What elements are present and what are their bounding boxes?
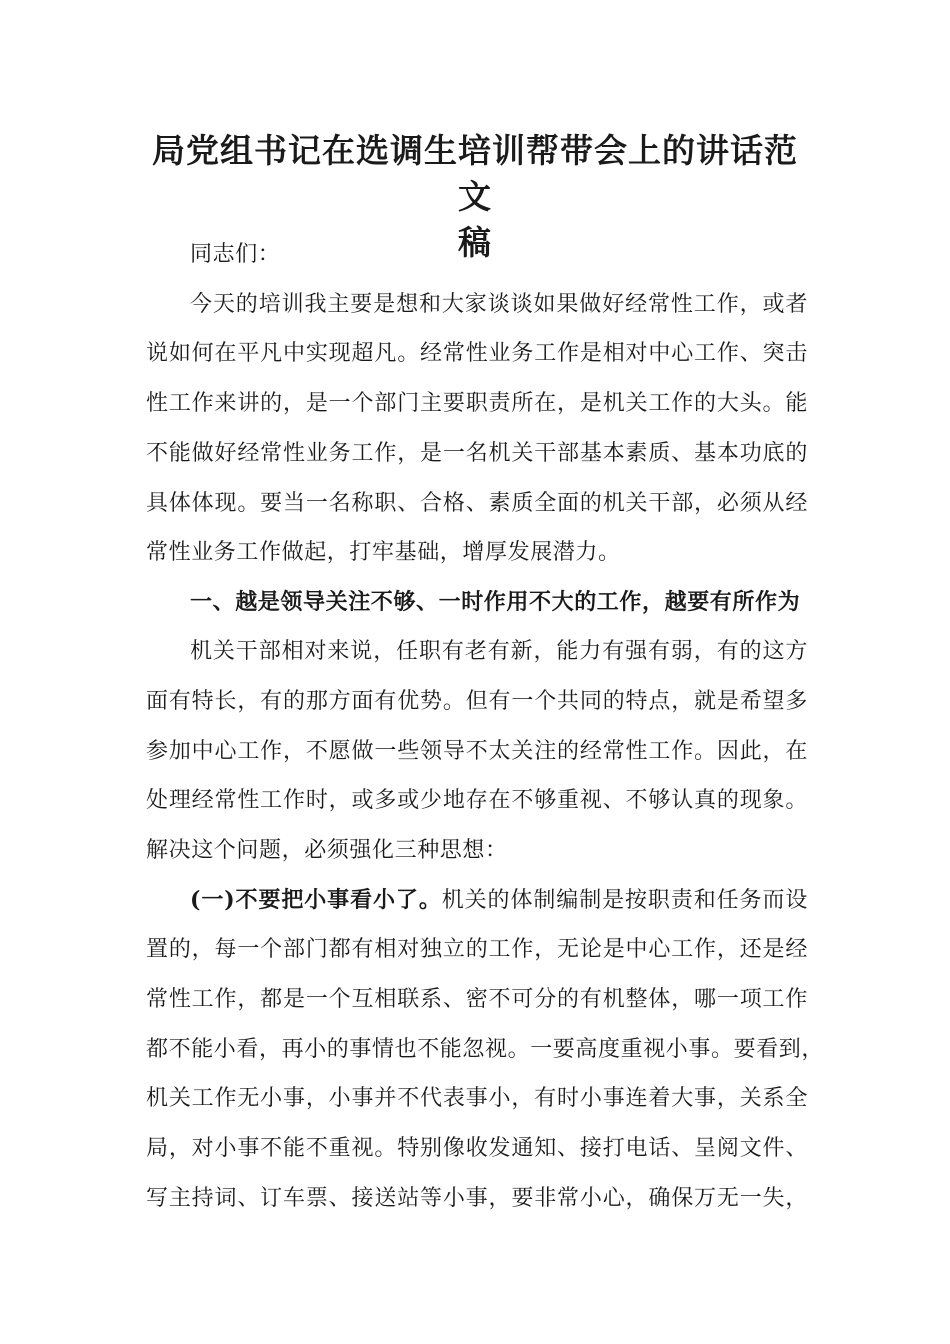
title-line-2: 稿 (458, 223, 492, 262)
paragraph-line: 都不能小看，再小的事情也不能忽视。一要高度重视小事。要看到， (146, 1037, 825, 1062)
paragraph-line: 今天的培训我主要是想和大家谈谈如果做好经常性工作，或者 (190, 292, 808, 317)
paragraph-line: 局，对小事不能不重视。特别像收发通知、接打电话、呈阅文件、 (146, 1136, 808, 1161)
title-line-1: 局党组书记在选调生培训帮带会上的讲话范文 (152, 131, 798, 216)
paragraph-line: 面有特长，有的那方面有优势。但有一个共同的特点，就是希望多 (146, 689, 808, 714)
paragraph-line: 性工作来讲的，是一个部门主要职责所在，是机关工作的大头。能 (146, 391, 808, 416)
salutation: 同志们： (190, 242, 281, 267)
paragraph-line: 常性业务工作做起，打牢基础，增厚发展潜力。 (146, 540, 621, 565)
paragraph-line: 参加中心工作，不愿做一些领导不太关注的经常性工作。因此，在 (146, 739, 808, 764)
paragraph-line: 机关干部相对来说，任职有老有新，能力有强有弱，有的这方 (190, 639, 808, 664)
paragraph-line: 不能做好经常性业务工作，是一名机关干部基本素质、基本功底的 (146, 441, 808, 466)
paragraph-line: 写主持词、订车票、接送站等小事，要非常小心，确保万无一失， (146, 1186, 808, 1211)
subsection-text: 机关的体制编制是按职责和任务而设 (441, 888, 808, 913)
paragraph-line: 具体体现。要当一名称职、合格、素质全面的机关干部，必须从经 (146, 491, 808, 516)
paragraph-line: 常性工作，都是一个互相联系、密不可分的有机整体，哪一项工作 (146, 987, 808, 1012)
paragraph-line: 置的，每一个部门都有相对独立的工作，无论是中心工作，还是经 (146, 937, 808, 962)
subsection-heading: (一)不要把小事看小了。 (190, 887, 442, 913)
paragraph-line: 处理经常性工作时，或多或少地存在不够重视、不够认真的现象。 (146, 788, 808, 813)
section-heading: 一、越是领导关注不够、一时作用不大的工作，越要有所作为 (190, 589, 801, 615)
paragraph-line: 说如何在平凡中实现超凡。经常性业务工作是相对中心工作、突击 (146, 341, 808, 366)
paragraph-line: 机关工作无小事，小事并不代表事小，有时小事连着大事，关系全 (146, 1086, 808, 1111)
paragraph-line: 解决这个问题，必须强化三种思想： (146, 838, 508, 863)
subsection-line (190, 883, 808, 914)
